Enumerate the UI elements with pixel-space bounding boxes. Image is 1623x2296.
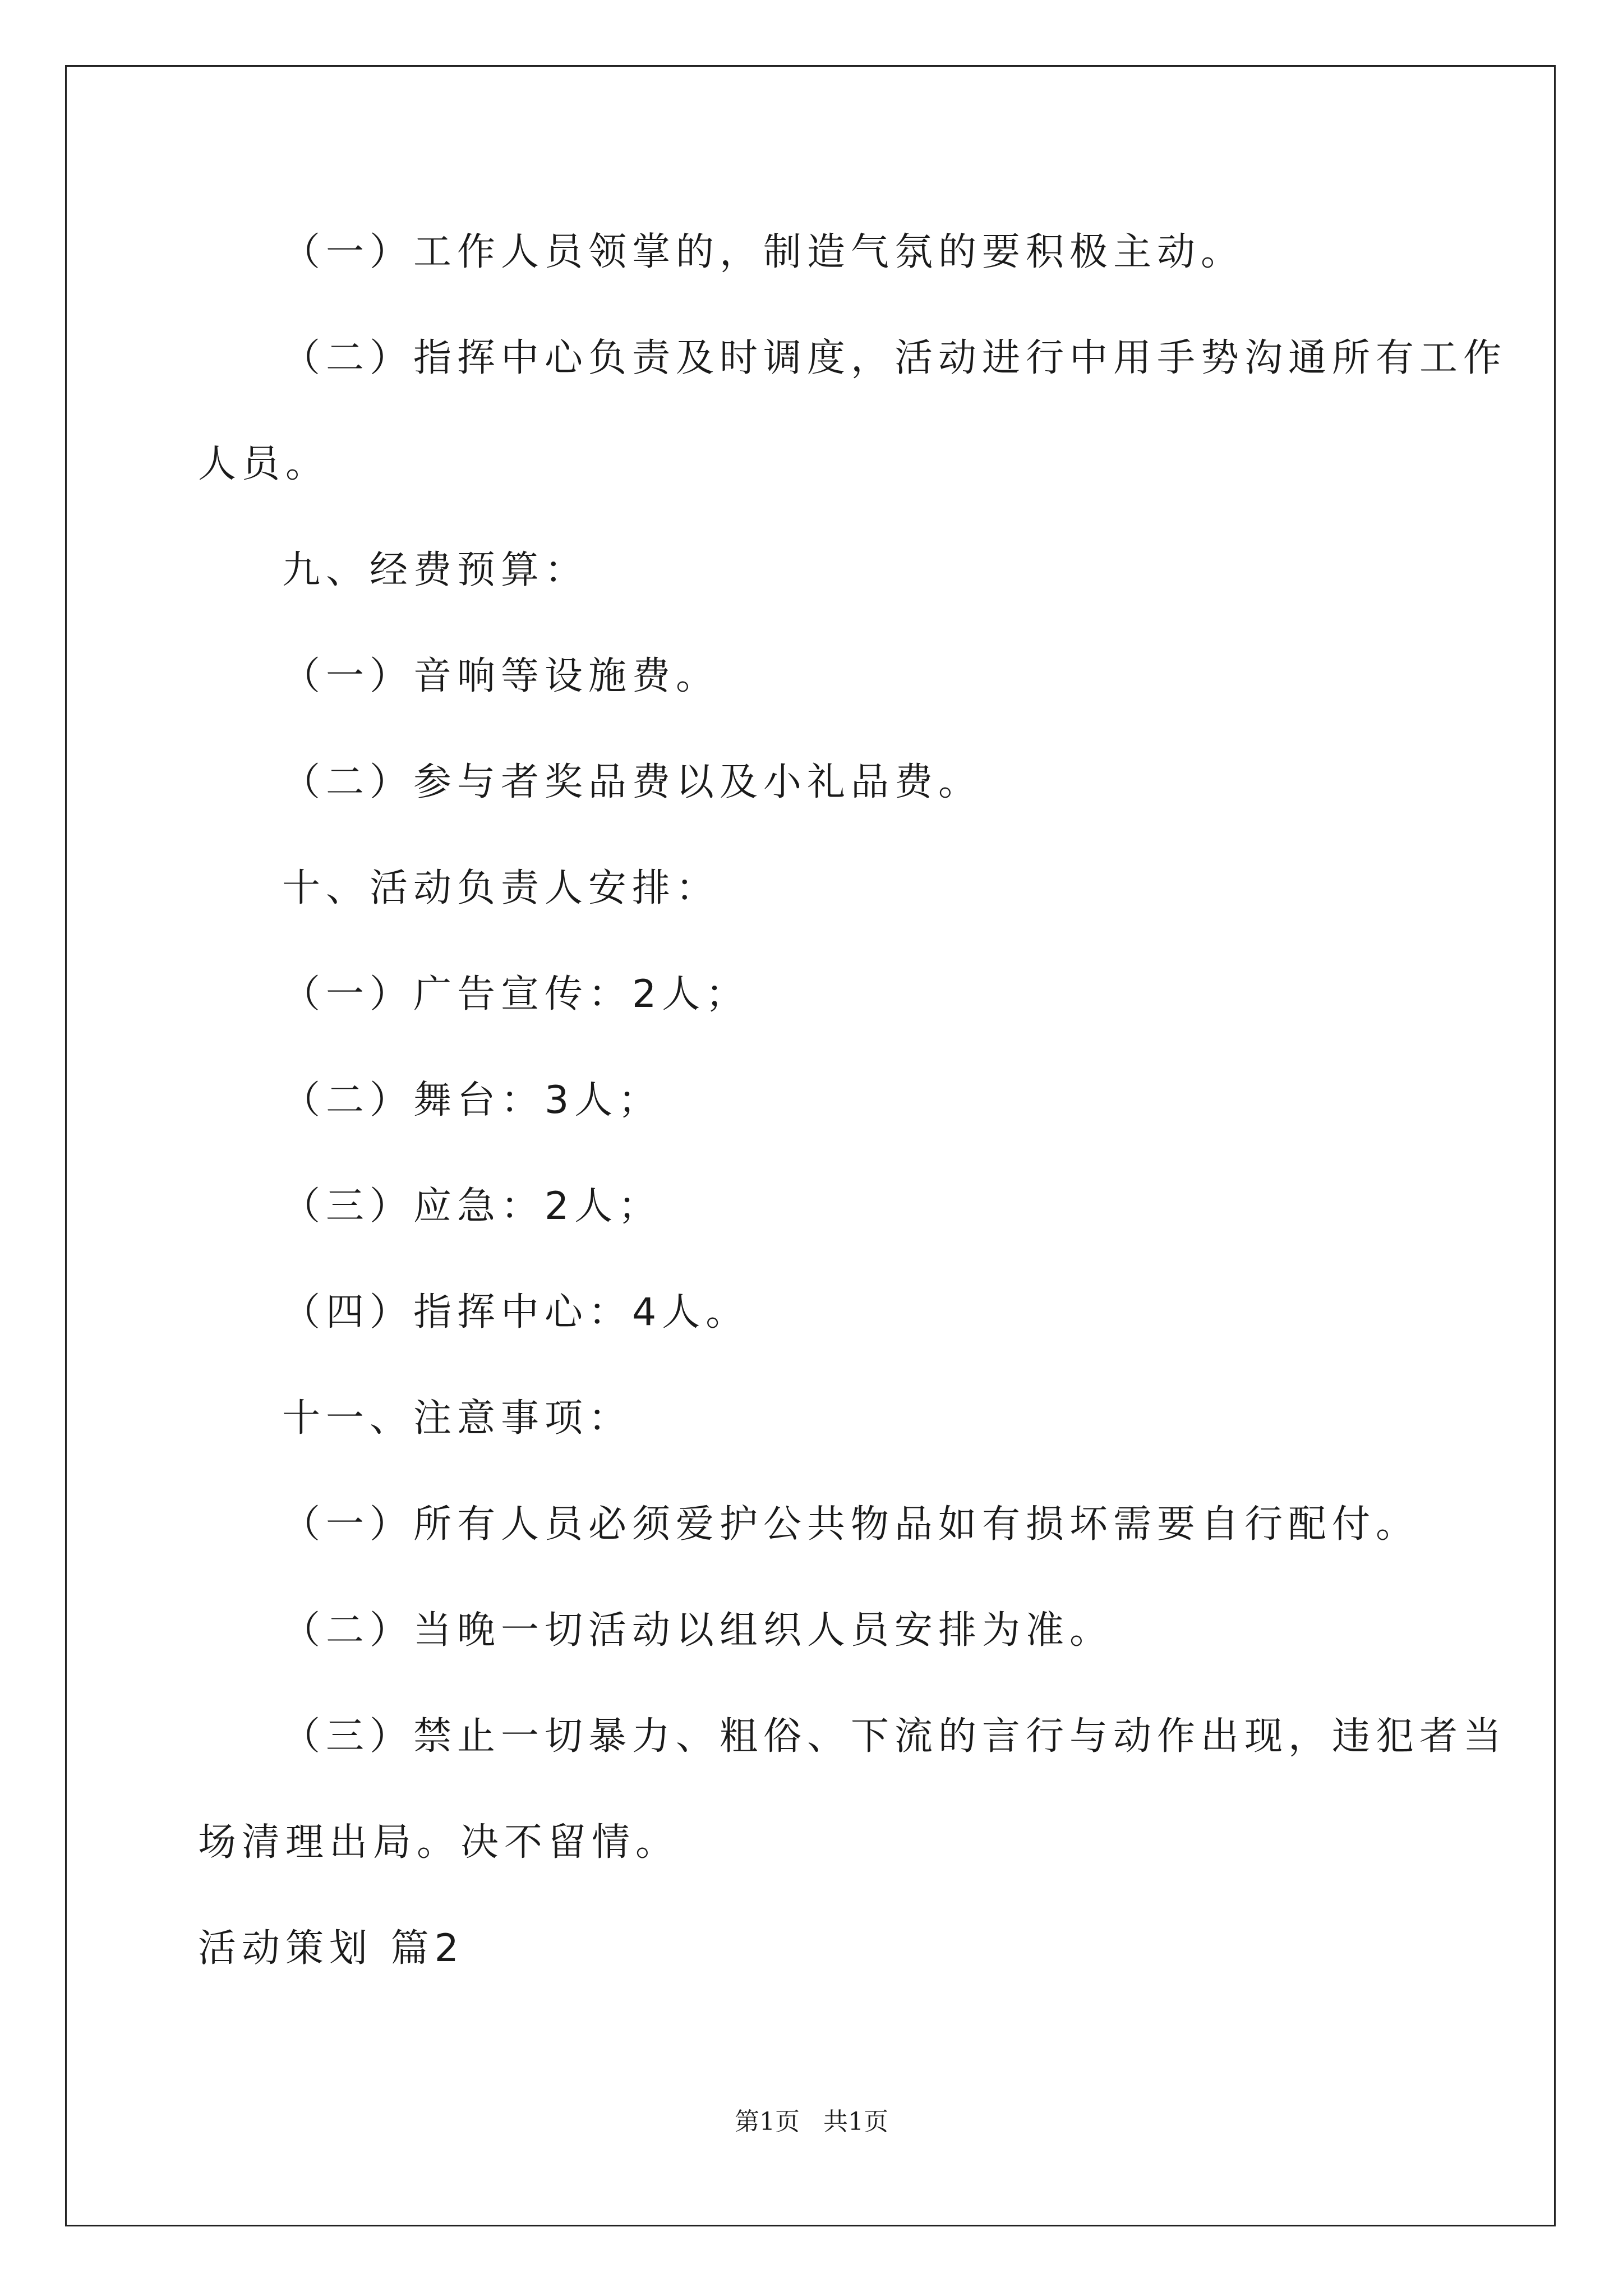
page-footer (0, 2106, 1623, 2138)
paragraph-line: （二）舞台：3人； (282, 1078, 662, 1122)
page-border (65, 65, 1556, 2226)
page-number-current: 第1页 (735, 2108, 800, 2136)
paragraph-line: （三）禁止一切暴力、粗俗、下流的言行与动作出现，违犯者当 (282, 1714, 1507, 1759)
paragraph-line: （三）应急：2人； (282, 1184, 662, 1228)
paragraph-line: （一）广告宣传：2人； (282, 972, 750, 1016)
section-heading: 十一、注意事项： (282, 1396, 633, 1441)
paragraph-line: （二）指挥中心负责及时调度，活动进行中用手势沟通所有工作 (282, 336, 1507, 380)
article-title: 活动策划 篇2 (198, 1926, 464, 1971)
paragraph-line: 人员。 (198, 442, 330, 486)
paragraph-line: 场清理出局。决不留情。 (198, 1820, 680, 1865)
paragraph-line: （四）指挥中心：4人。 (282, 1290, 750, 1335)
page-number-total: 共1页 (823, 2108, 888, 2136)
section-heading: 十、活动负责人安排： (282, 866, 720, 910)
paragraph-line: （二）参与者奖品费以及小礼品费。 (282, 760, 983, 804)
paragraph-line: （二）当晚一切活动以组织人员安排为准。 (282, 1608, 1114, 1653)
paragraph-line: （一）音响等设施费。 (282, 654, 720, 698)
paragraph-line: （一）所有人员必须爱护公共物品如有损坏需要自行配付。 (282, 1502, 1420, 1547)
paragraph-line: （一）工作人员领掌的，制造气氛的要积极主动。 (282, 230, 1245, 274)
section-heading: 九、经费预算： (282, 548, 589, 592)
